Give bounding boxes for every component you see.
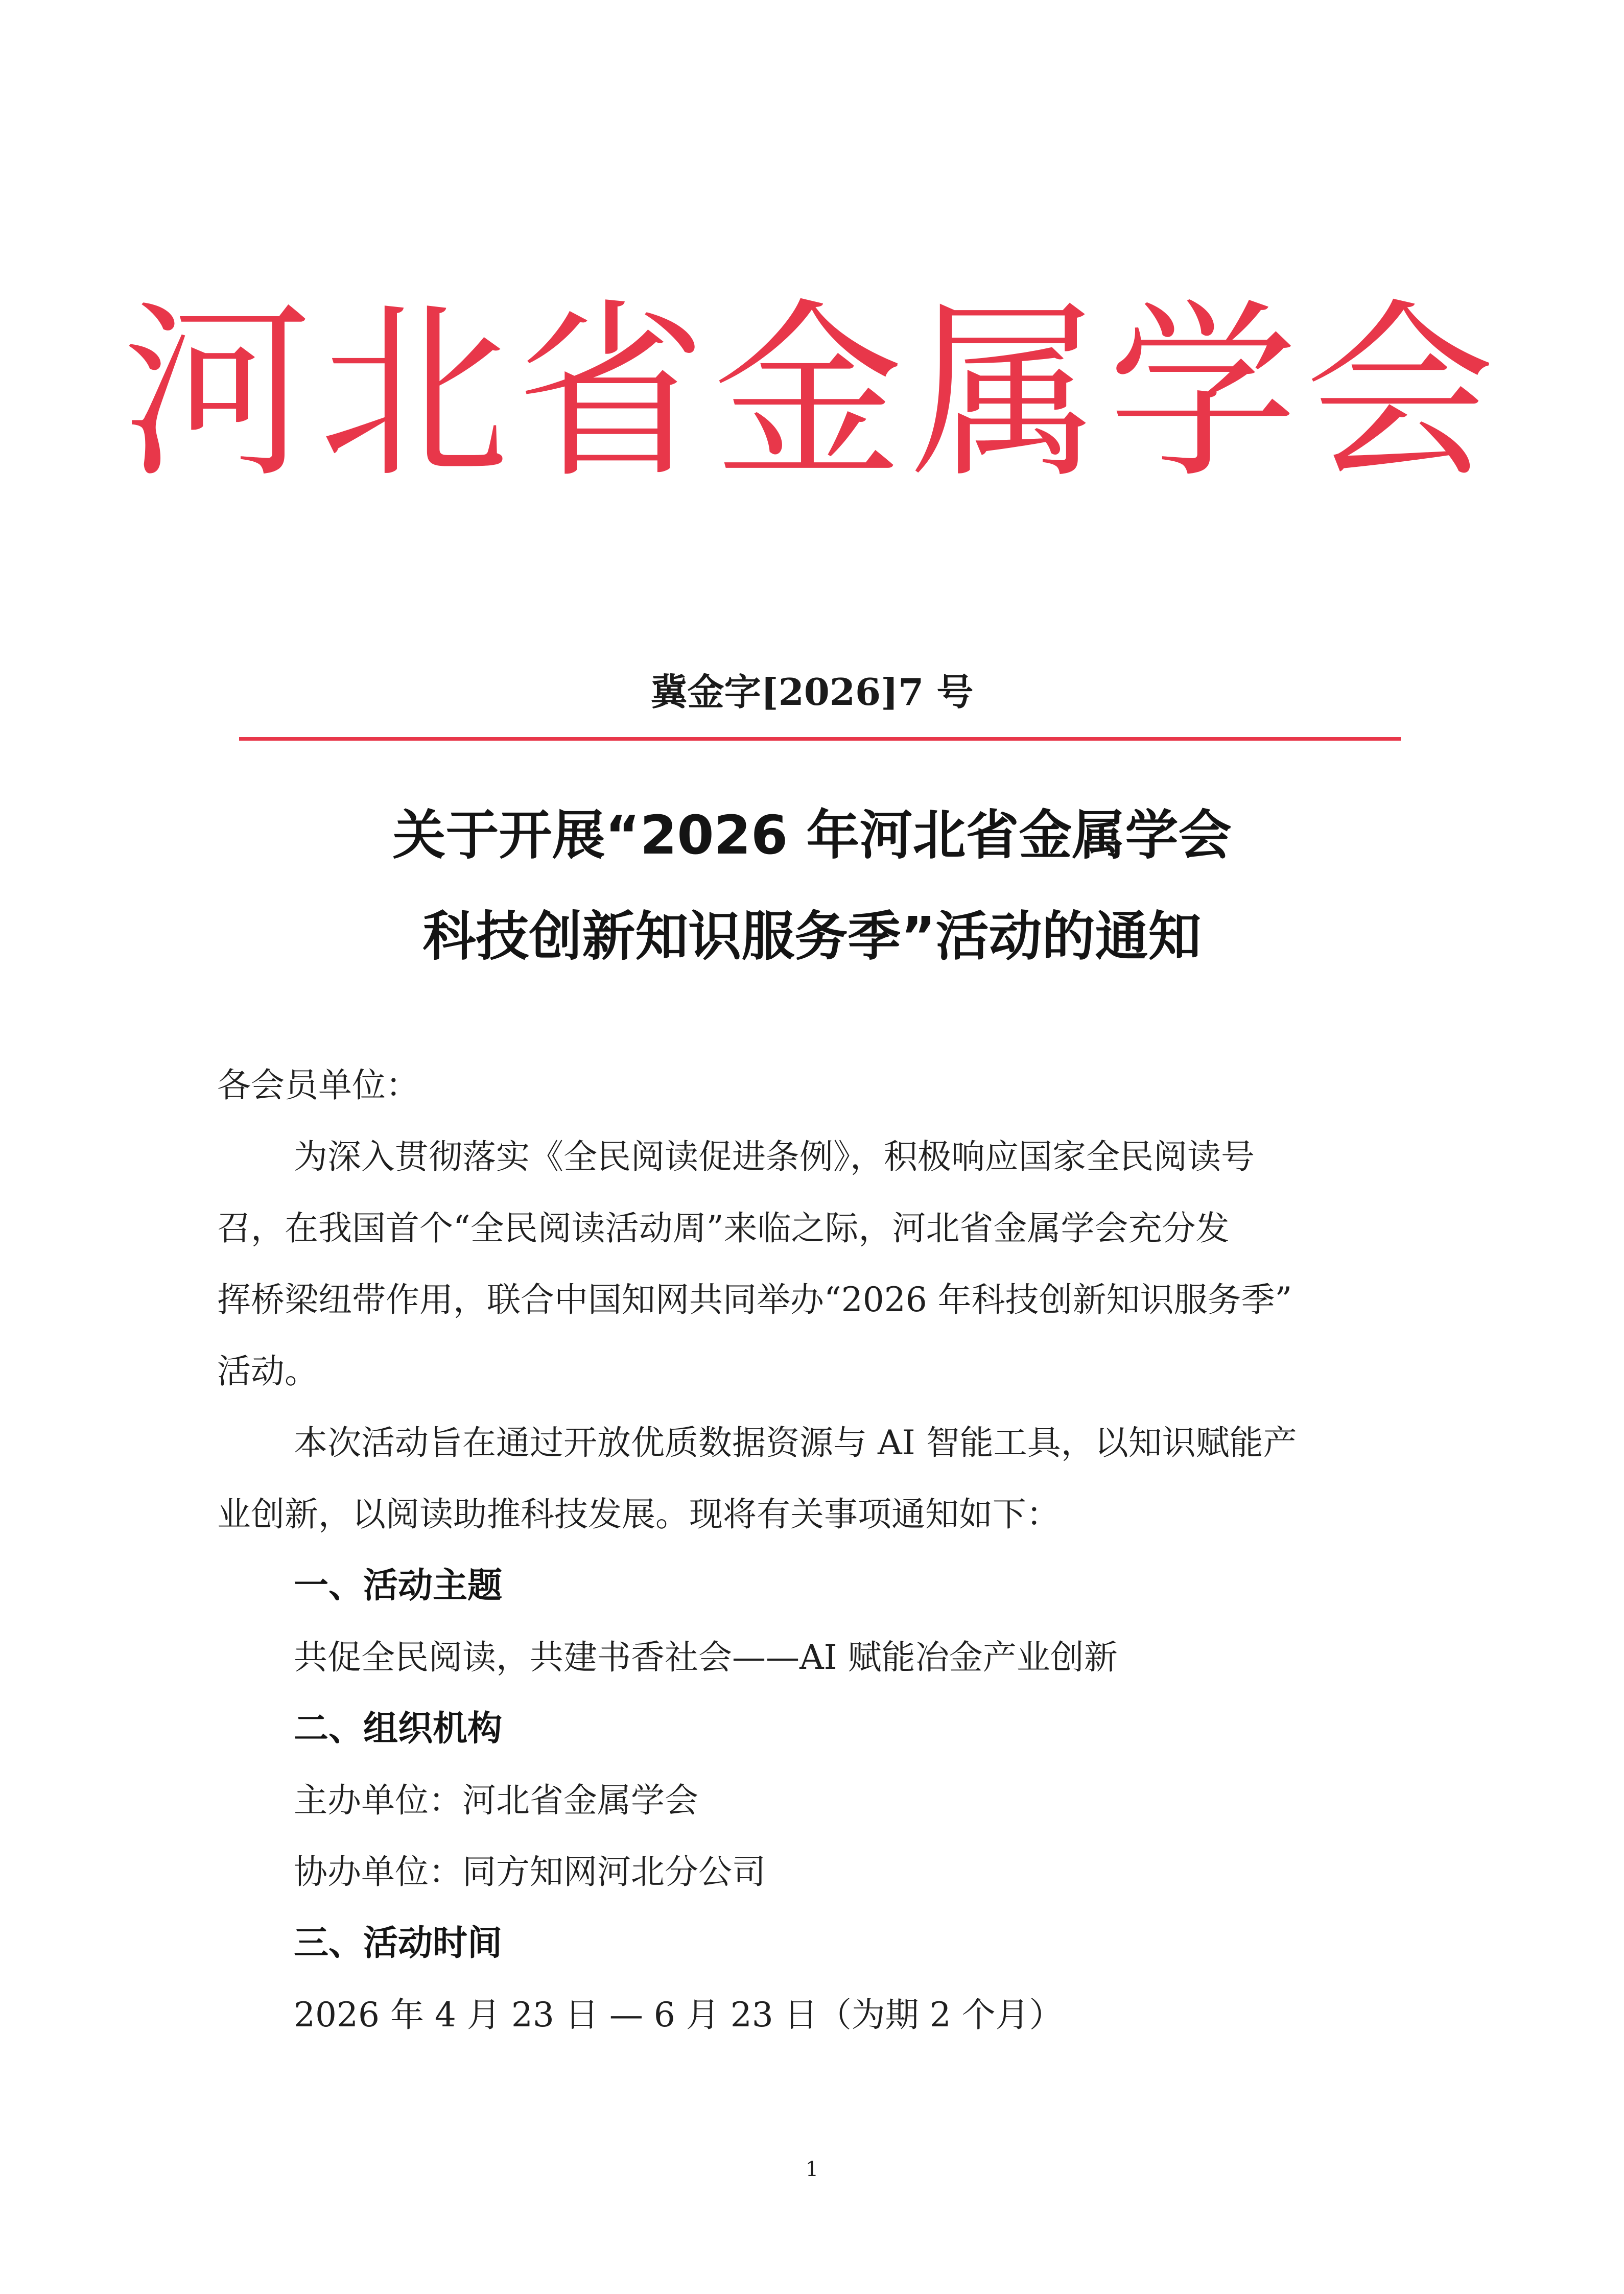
document-title-line-2: 科技创新知识服务季”活动的通知 [422,905,1202,967]
document-number: 冀金字[2026]7 号 [650,670,974,714]
document-title-line-1: 关于开展“2026 年河北省金属学会 [392,804,1232,866]
section-1-content: 共促全民阅读，共建书香社会——AI 赋能冶金产业创新 [294,1638,1118,1677]
section-3-heading: 三、活动时间 [294,1923,503,1964]
paragraph-1-line-1: 为深入贯彻落实《全民阅读促进条例》，积极响应国家全民阅读号 [294,1137,1255,1176]
section-1-heading: 一、活动主题 [294,1566,503,1606]
page-number: 1 [805,2158,819,2181]
section-2-host: 主办单位：河北省金属学会 [294,1781,698,1820]
paragraph-1-line-2: 召，在我国首个“全民阅读活动周”来临之际，河北省金属学会充分发 [217,1209,1230,1248]
paragraph-1-line-4: 活动。 [217,1352,318,1391]
salutation: 各会员单位： [217,1066,419,1105]
paragraph-2-line-1: 本次活动旨在通过开放优质数据资源与 AI 智能工具，以知识赋能产 [294,1423,1297,1462]
red-divider-line [239,737,1401,741]
paragraph-1-line-3: 挥桥梁纽带作用，联合中国知网共同举办“2026 年科技创新知识服务季” [217,1280,1292,1319]
section-3-content: 2026 年 4 月 23 日 — 6 月 23 日（为期 2 个月） [294,1995,1063,2035]
paragraph-2-line-2: 业创新，以阅读助推科技发展。现将有关事项通知如下： [217,1495,1060,1534]
organization-letterhead: 河北省金属学会 [122,282,1502,504]
section-2-heading: 二、组织机构 [294,1709,503,1749]
section-2-cohost: 协办单位：同方知网河北分公司 [294,1852,766,1891]
